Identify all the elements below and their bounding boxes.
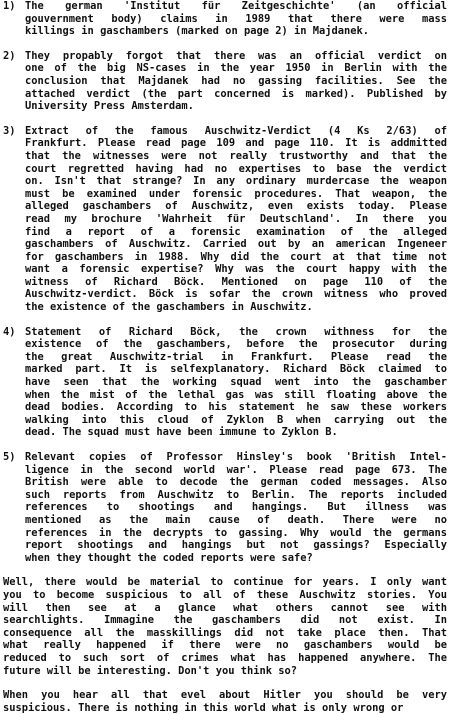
text-line: the existence of the gaschambers in Auschwitz.	[25, 301, 313, 314]
text-line: searchlights. Immagine the gaschambers did not exist. In	[3, 614, 447, 627]
list-item-text	[25, 125, 447, 314]
list-item	[3, 451, 447, 564]
text-line: walking into this cloud of Zyklon B when carrying out the	[25, 413, 447, 426]
text-line: Well, there would be material to continue for years. I only want	[3, 576, 447, 589]
list-item	[3, 50, 447, 113]
numbered-list	[3, 0, 447, 564]
text-line: such reports from Auschwitz to Berlin. The reports included	[25, 488, 447, 501]
list-item-text	[25, 50, 447, 113]
text-line: have seen that the working squad went into the gaschamber	[25, 376, 447, 389]
text-line: for gaschambers in 1988. Why did the court at that time not	[25, 250, 447, 263]
text-line: gouvernment body) claims in 1989 that there were mass	[25, 12, 447, 25]
text-line: When you hear all that evel about Hitler you should be very	[3, 689, 447, 702]
text-line: attached verdict (the part concerned is marked). Published by	[25, 87, 447, 100]
text-line: conclusion that Majdanek had no gassing facilities. See the	[25, 74, 447, 87]
paragraph	[3, 689, 447, 714]
list-item-number: 5)	[3, 451, 16, 463]
list-item-number: 2)	[3, 49, 16, 62]
text-line: references to shootings and hangings. But illness was	[25, 501, 447, 514]
text-line: marked part. It is selfexplanatory. Richard Böck claimed to	[25, 363, 447, 376]
text-line: suspicious. There is nothing in this world what is only wrong or	[3, 701, 404, 714]
closing-paragraphs	[3, 576, 447, 714]
text-line: ligence in the second world war'. Please read page 673. The	[25, 463, 447, 476]
text-line: that the witnesses were not really trustworthy and that the	[25, 149, 447, 162]
text-line: University Press Amsterdam.	[25, 100, 194, 113]
text-line: Auschwitz-verdict. Böck is sofar the crown witness who proved	[25, 288, 447, 301]
text-line: The german 'Institut für Zeitgeschichte' (an official	[25, 0, 447, 12]
text-line: dead. The squad must have been immune to Zyklon B.	[25, 426, 338, 439]
list-item-text	[25, 326, 447, 439]
text-line: alleged gaschambers of Auschwitz, even exists today. Please	[25, 200, 447, 213]
text-line: references in the decrypts to gassing. Why would the germans	[25, 526, 447, 539]
text-line: want a forensic expertise? Why was the court happy with the	[25, 263, 447, 276]
text-line: will then see at a glance what others cannot see with	[3, 601, 447, 614]
text-line: killings in gaschambers (marked on page 2) in Majdanek.	[25, 25, 370, 38]
text-line: consequence all the masskillings did not take place then. That	[3, 626, 447, 639]
list-item-number: 4)	[3, 325, 16, 338]
text-line: They propably forgot that there was an official verdict on	[25, 49, 447, 62]
text-line: Statement of Richard Böck, the crown withness for the	[25, 325, 447, 338]
text-line: must be examined under forensic procedures. That weapon, the	[25, 187, 447, 200]
text-line: read my brochure 'Wahrheit für Deutschland'. In there you	[25, 212, 447, 225]
text-line: witness of Richard Böck. Mentioned on page 110 of the	[25, 275, 447, 288]
text-line: future will be interesting. Don't you think so?	[3, 664, 298, 677]
text-line: you to become suspicious to all of these Auschwitz stories. You	[3, 588, 447, 601]
list-item-number: 3)	[3, 124, 16, 137]
list-item-number: 1)	[3, 0, 16, 12]
text-line: British were able to decode the german coded messages. Also	[25, 476, 447, 489]
list-item	[3, 125, 447, 314]
text-line: when the mist of the lethal gas was still floating above the	[25, 388, 447, 401]
text-line: the great Auschwitz-trial in Frankfurt. Please read the	[25, 350, 447, 363]
text-line: existence of the gaschambers, before the prosecutor during	[25, 338, 447, 351]
text-line: when they thought the coded reports were safe?	[25, 551, 313, 564]
list-item	[3, 326, 447, 439]
text-line: Extract of the famous Auschwitz-Verdict (4 Ks 2/63) of	[25, 124, 447, 137]
text-line: report shootings and hangings but not gassings? Especially	[25, 539, 447, 552]
text-line: reduced to such sort of crimes what has happened anywhere. The	[3, 651, 447, 664]
text-line: Relevant copies of Professor Hinsley's book 'British Intel-	[25, 451, 447, 463]
text-line: mentioned as the main cause of death. There were no	[25, 513, 447, 526]
text-line: on. Isn't that strange? In any ordinary murdercase the weapon	[25, 175, 447, 188]
text-line: one of the big NS-cases in the year 1950 in Berlin with the	[25, 62, 447, 75]
text-line: what really happened if there were no gaschambers would be	[3, 639, 447, 652]
list-item-text	[25, 0, 447, 38]
text-line: Frankfurt. Please read page 109 and page 110. It is addmitted	[25, 137, 447, 150]
text-line: find a report of a forensic examination of the alleged	[25, 225, 447, 238]
text-line: dead bodies. According to his statement he saw these workers	[25, 401, 447, 414]
text-line: gaschambers of Auschwitz. Carried out by an american Ingeneer	[25, 238, 447, 251]
list-item	[3, 0, 447, 38]
list-item-text	[25, 451, 447, 564]
text-line: court regretted having had no expertises to base the verdict	[25, 162, 447, 175]
paragraph	[3, 576, 447, 677]
